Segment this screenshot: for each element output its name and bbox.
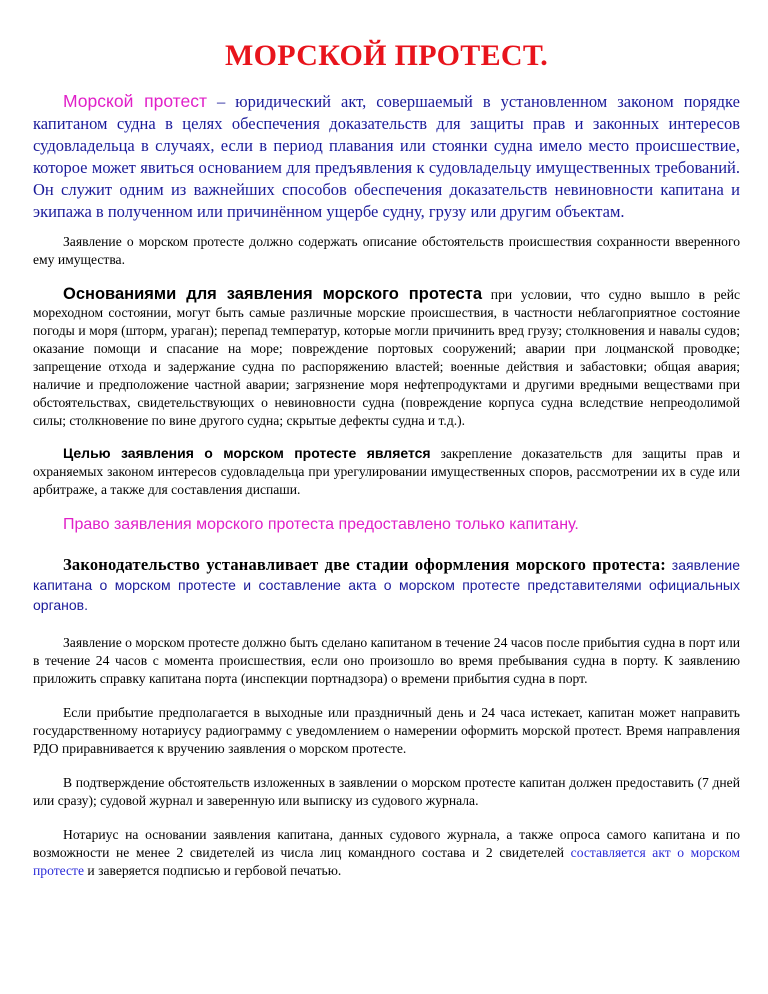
definition-text: – юридический акт, совершаемый в установленном законом порядке капитаном судна в целях обеспечения доказательств для защиты прав и законных интересов судовладельца в случаях, если в период плавания или стоянки судна имело место происшествие, которое может явиться основанием для предъявления к судовладельцу имущественных требований. Он служит одним из важнейших способов обеспечения доказательств невиновности капитана и экипажа в полученном или причинённом ущербе судну, грузу или другим объектам. — [33, 92, 740, 221]
right-paragraph: Право заявления морского протеста предоставлено только капитану. — [63, 516, 579, 533]
law-paragraph — [33, 555, 740, 616]
statement-paragraph: Заявление о морском протесте должно содержать описание обстоятельств происшествия сохранности вверенного ему имущества. — [33, 234, 740, 267]
notary-text-end: и заверяется подписью и гербовой печатью. — [84, 863, 342, 878]
page-title: МОРСКОЙ ПРОТЕСТ. — [225, 39, 548, 72]
notary-text-start: Нотариус на основании заявления капитана, данных судового журнала, а также опроса самого капитана и по возможности не менее 2 свидетелей из числа лиц командного состава и 2 свидетелей — [33, 827, 740, 860]
law-heading: Законодательство устанавливает две стадии оформления морского протеста: — [63, 555, 666, 574]
definition-term: Морской протест — [63, 91, 207, 111]
confirm-paragraph: В подтверждение обстоятельств изложенных в заявлении о морском протесте капитан должен предоставить (7 дней или сразу); судовой журнал и заверенную или выписку из судового журнала. — [33, 775, 740, 808]
goal-heading: Целью заявления о морском протесте является — [63, 445, 431, 461]
grounds-text: при условии, что судно вышло в рейс мореходном состоянии, могут быть самые различные морские происшествия, в частности неблагоприятное состояние погоды и моря (шторм, ураган); перепад температур, которые могли причинить вред грузу; столкновения и навалы судов; оказание помощи и спасание на море; повреждение портовых сооружений; аварии при лоцманской проводке; запрещение отхода и задержание судна по распоряжению властей; военные действия и забастовки; общая авария; наличие и предположение частной аварии; загрязнение моря нефтепродуктами и другими вредными веществами при обстоятельствах, свидетельствующих о невиновности судна (повреждение корпуса судна вследствие непреодолимой силы; столкновение по вине другого судна; скрытые дефекты судна и т.д.). — [33, 287, 741, 428]
goal-paragraph — [33, 444, 740, 499]
notary-paragraph — [33, 826, 740, 880]
grounds-heading: Основаниями для заявления морского протеста — [63, 285, 482, 303]
law-text: заявление капитана о морском протесте и составление акта о морском протесте представителями официальных органов. — [33, 557, 740, 613]
document-page — [33, 38, 740, 880]
notary-act-link[interactable]: составляется акт о морском протесте — [33, 845, 740, 878]
definition-paragraph — [33, 90, 740, 223]
holiday-paragraph: Если прибытие предполагается в выходные или праздничный день и 24 часа истекает, капитан может направить государственному нотариусу радиограмму с уведомлением о намерении оформить морской протест. Время направления РДО приравнивается к вручению заявления о морском протесте. — [33, 705, 740, 756]
goal-text: закрепление доказательств для защиты прав и охраняемых законом интересов судовладельца при урегулировании имущественных споров, рассмотрении их в суде или арбитраже, а также для составления диспаши. — [33, 446, 740, 497]
grounds-paragraph — [33, 285, 740, 430]
deadline-paragraph: Заявление о морском протесте должно быть сделано капитаном в течение 24 часов после прибытия судна в порт или в течение 24 часов с момента происшествия, если оно произошло во время пребывания судна в порту. К заявлению приложить справку капитана порта (инспекции портнадзора) о времени прибытия судна в порт. — [33, 635, 740, 686]
